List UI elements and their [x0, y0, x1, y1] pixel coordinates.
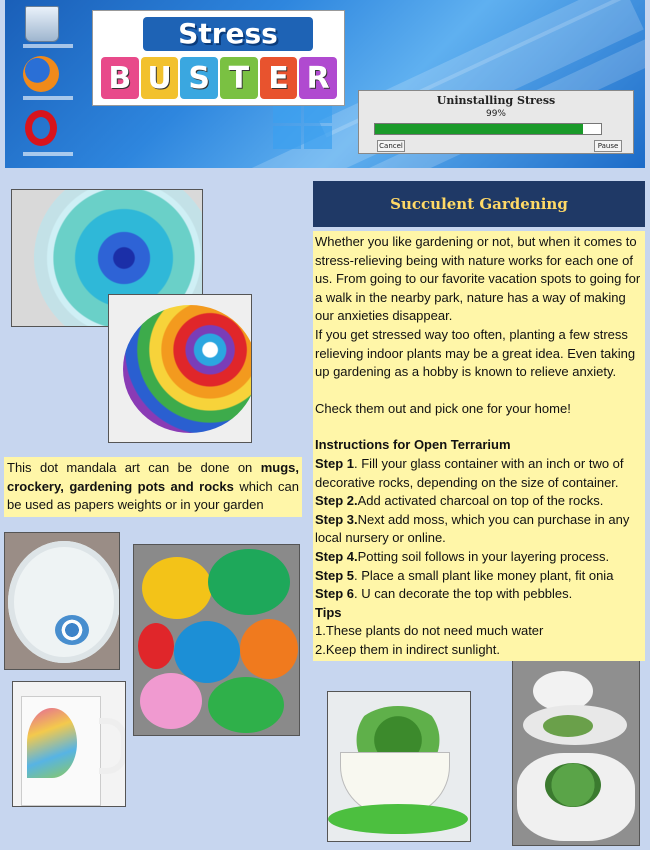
step-item	[315, 585, 643, 604]
terrarium-photo	[512, 656, 640, 846]
dotted-plate-photo	[4, 532, 120, 670]
step-label: Step 4.	[315, 548, 358, 564]
mandala-caption	[4, 457, 302, 517]
step-text: Add activated charcoal on top of the rocks.	[357, 493, 604, 509]
logo-letter: E	[260, 57, 298, 99]
caption-text-end: which can be used as papers weights or in your garden	[7, 478, 299, 512]
tip-item: 1.These plants do not need much water	[315, 623, 544, 639]
step-text: Potting soil follows in your layering process.	[357, 548, 610, 564]
step-item	[315, 492, 643, 511]
step-text: . Fill your glass container with an inch or two of decorative rocks, depending on the size of container.	[315, 455, 624, 490]
progress-fill	[375, 124, 583, 134]
logo-letter: B	[101, 57, 139, 99]
logo-letter: U	[141, 57, 179, 99]
logo-letter: S	[180, 57, 218, 99]
caption-bold-text: mugs, crockery, gardening pots and rocks	[7, 460, 299, 494]
step-text: . U can decorate the top with pebbles.	[354, 586, 573, 602]
uninstall-dialog	[358, 90, 634, 154]
call-to-action: Check them out and pick one for your home!	[315, 400, 571, 416]
firefox-icon[interactable]	[13, 56, 69, 102]
ladybug-stones-photo	[133, 544, 300, 736]
intro-paragraph: Whether you like gardening or not, but when it comes to stress-relieving being with nature works for each one of us. From going to our favorite vacation spots to going for a walk in the nearby park, nature has a way of making our anxieties disappear.	[315, 234, 641, 324]
pause-button[interactable]: Pause	[594, 140, 622, 152]
intro-paragraph-2: If you get stressed way too often, planting a few stress relieving indoor plants may be a great idea. Even taking up gardening as a hobby is known to relieve anxiety.	[315, 326, 636, 380]
step-label: Step 6	[315, 586, 355, 602]
article-body	[313, 231, 645, 661]
step-item	[315, 548, 643, 567]
tip-item: 2.Keep them in indirect sunlight.	[315, 641, 500, 657]
stress-buster-logo	[92, 10, 345, 106]
opera-icon[interactable]	[13, 110, 69, 156]
step-label: Step 2.	[315, 493, 358, 509]
step-item	[315, 455, 643, 492]
step-label: Step 3.	[315, 511, 358, 527]
tips-heading: Tips	[315, 604, 342, 620]
instructions-heading: Instructions for Open Terrarium	[315, 437, 511, 453]
step-item	[315, 567, 643, 586]
rainbow-dot-stone-photo	[108, 294, 252, 443]
progress-percent: 99%	[485, 109, 506, 119]
paisley-mug-photo	[12, 681, 126, 807]
dialog-title: Uninstalling Stress	[436, 94, 556, 107]
cancel-button[interactable]: Cancel	[377, 140, 405, 152]
logo-word-stress: Stress	[143, 17, 313, 51]
progress-bar	[374, 123, 602, 135]
step-text: Next add moss, which you can purchase in any local nursery or online.	[315, 511, 630, 546]
teacup-plant-photo	[327, 691, 471, 842]
step-text: . Place a small plant like money plant, fit onia	[354, 567, 614, 583]
windows-logo-icon	[273, 100, 333, 150]
article-title: Succulent Gardening	[313, 181, 645, 227]
logo-letter: R	[299, 57, 337, 99]
logo-word-buster	[101, 57, 337, 99]
step-label: Step 5	[315, 567, 355, 583]
caption-text: This dot mandala art can be done on	[7, 460, 261, 475]
recycle-bin-icon[interactable]	[13, 4, 69, 50]
logo-letter: T	[220, 57, 258, 99]
step-item	[315, 511, 643, 548]
step-label: Step 1	[315, 455, 355, 471]
